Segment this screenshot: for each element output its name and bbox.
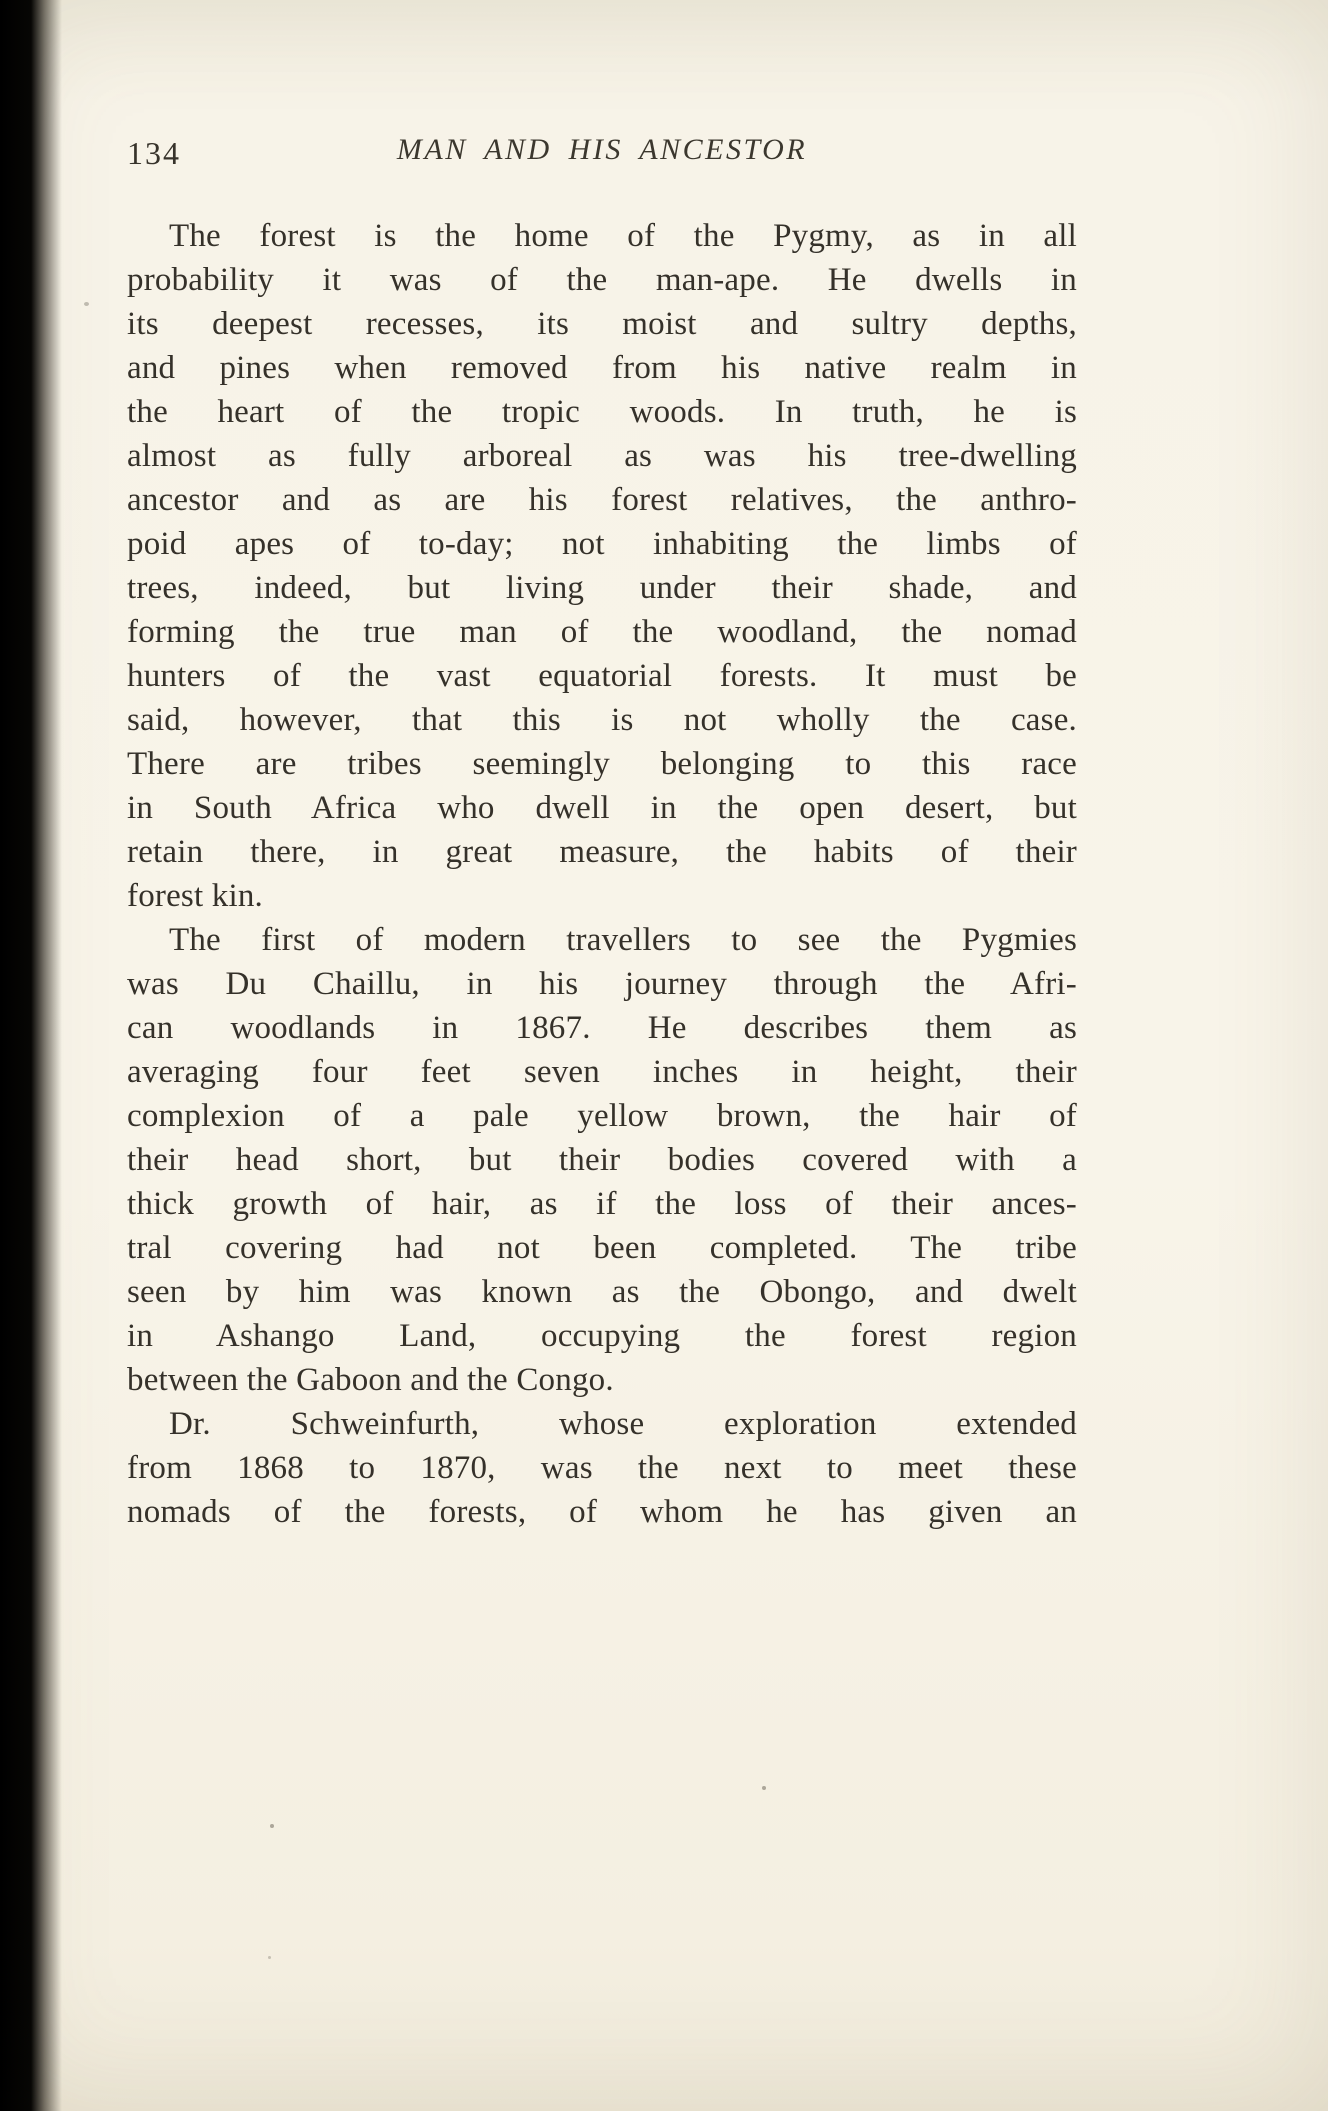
text-line: thick growth of hair, as if the loss of their ances- [127,1186,1077,1222]
text-line: and pines when removed from his native realm in [127,350,1077,386]
text-line: nomads of the forests, of whom he has given an [127,1494,1077,1530]
paragraph [127,1402,1077,1534]
text-line: can woodlands in 1867. He describes them as [127,1010,1077,1046]
text-line: in Ashango Land, occupying the forest region [127,1318,1077,1354]
paragraph [127,214,1077,918]
book-gutter-shadow [0,0,62,2111]
text-line: forming the true man of the woodland, the nomad [127,614,1077,650]
text-line: almost as fully arboreal as was his tree-dwelling [127,438,1077,474]
paragraph [127,918,1077,1402]
text-line: in South Africa who dwell in the open desert, but [127,790,1077,826]
text-line: their head short, but their bodies covered with a [127,1142,1077,1178]
text-line: averaging four feet seven inches in height, their [127,1054,1077,1090]
text-line: tral covering had not been completed. The tribe [127,1230,1077,1266]
text-line: from 1868 to 1870, was the next to meet these [127,1450,1077,1486]
text-line: its deepest recesses, its moist and sultry depths, [127,306,1077,342]
text-line: probability it was of the man-ape. He dwells in [127,262,1077,298]
text-line: between the Gaboon and the Congo. [127,1362,614,1398]
text-line: trees, indeed, but living under their shade, and [127,570,1077,606]
text-line: ancestor and as are his forest relatives, the anthro- [127,482,1077,518]
text-line: The forest is the home of the Pygmy, as in all [169,218,1077,254]
text-line: There are tribes seemingly belonging to this race [127,746,1077,782]
ink-speck [270,1824,274,1828]
text-line: The first of modern travellers to see the Pygmies [169,922,1077,958]
text-line: Dr. Schweinfurth, whose exploration extended [169,1406,1077,1442]
running-head: MAN AND HIS ANCESTOR [396,133,808,166]
text-line: complexion of a pale yellow brown, the hair of [127,1098,1077,1134]
page-header [127,133,1077,179]
text-line: forest kin. [127,878,264,914]
text-line: the heart of the tropic woods. In truth, he is [127,394,1077,430]
text-line: seen by him was known as the Obongo, and dwelt [127,1274,1077,1310]
text-line: said, however, that this is not wholly the case. [127,702,1077,738]
text-line: retain there, in great measure, the habits of their [127,834,1077,870]
text-line: hunters of the vast equatorial forests. It must be [127,658,1077,694]
ink-speck [762,1786,766,1790]
page-number: 134 [127,135,181,171]
ink-speck [268,1956,271,1959]
ink-speck [84,302,89,306]
body-text [127,214,1077,1534]
text-line: was Du Chaillu, in his journey through the Afri- [127,966,1077,1002]
text-line: poid apes of to-day; not inhabiting the limbs of [127,526,1077,562]
